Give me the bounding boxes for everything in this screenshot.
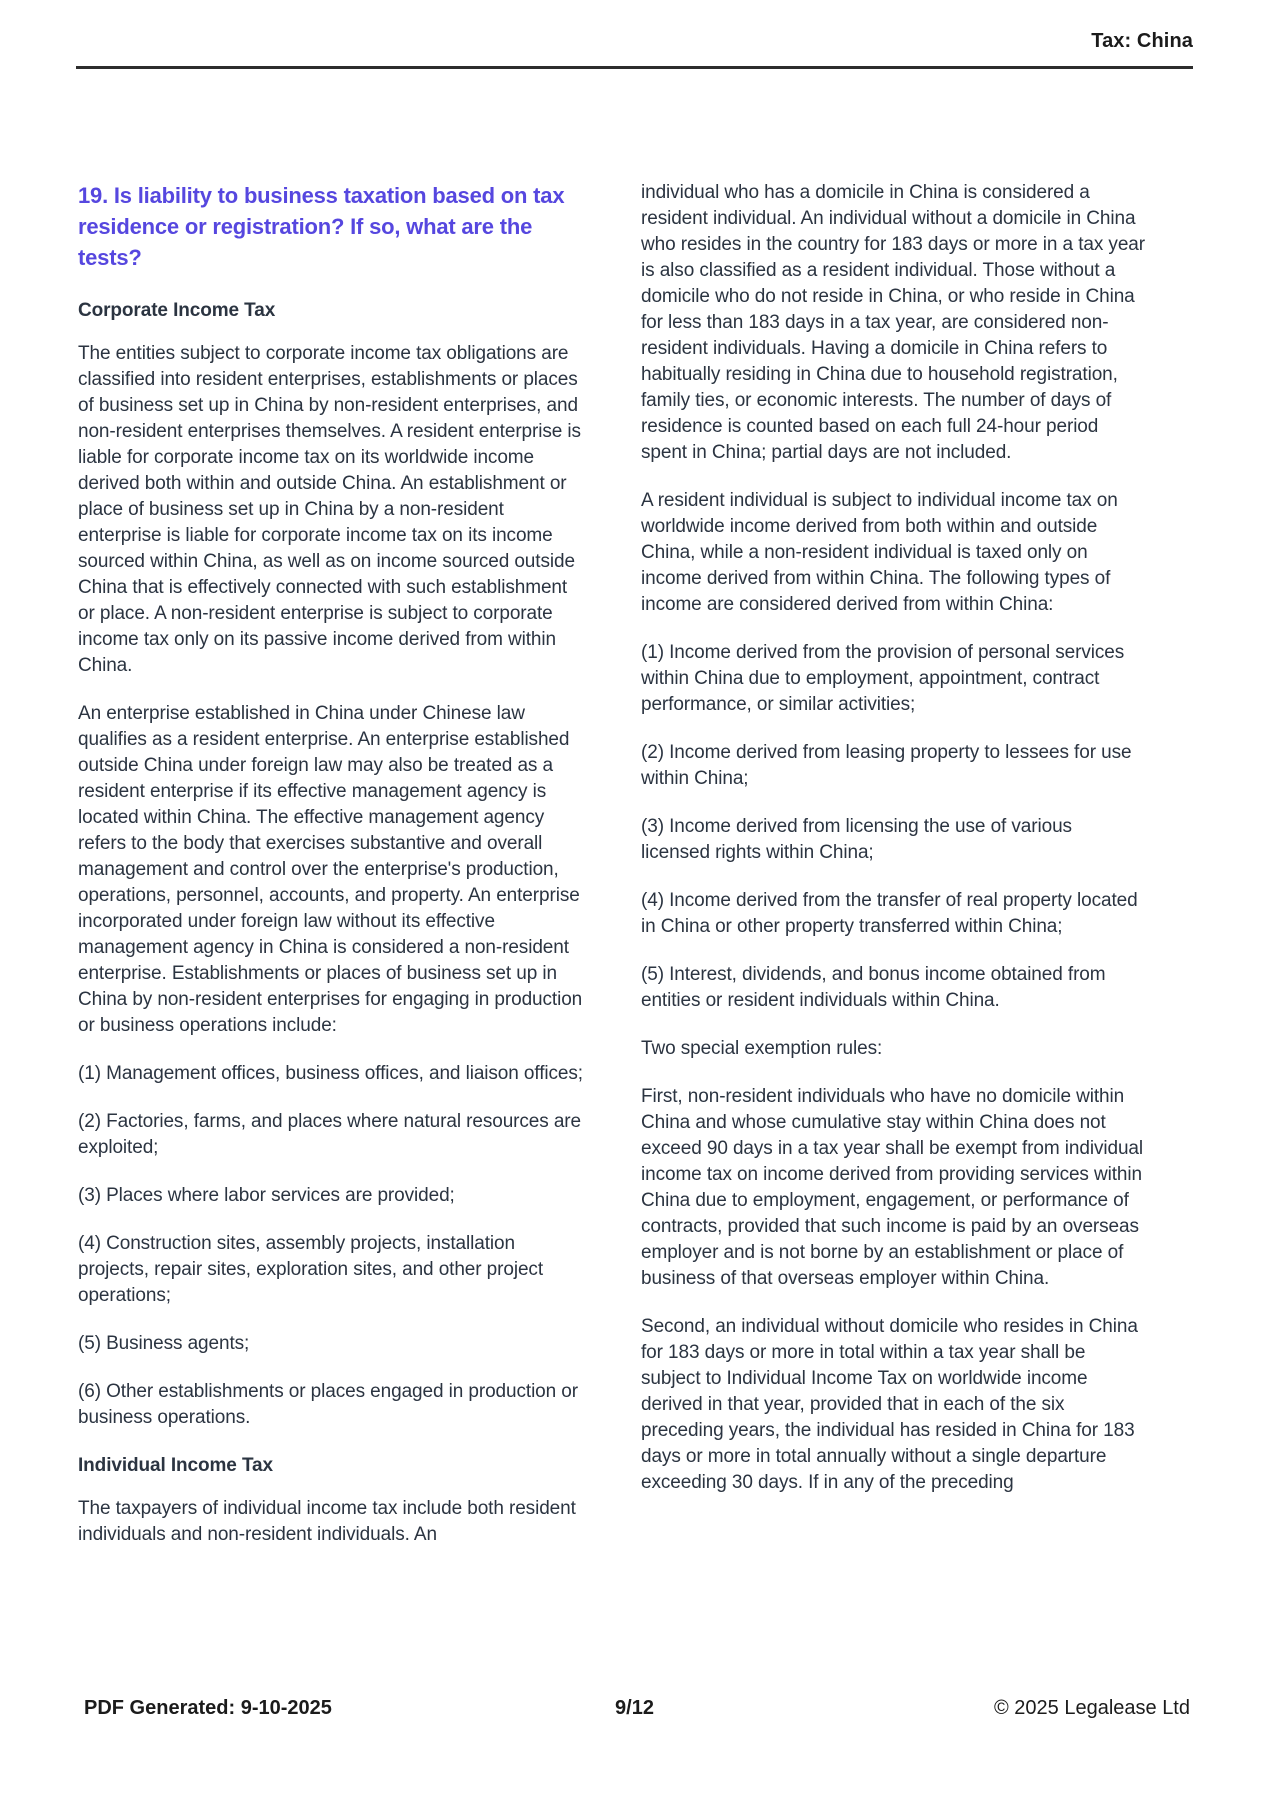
paragraph-exemption-second: Second, an individual without domicile who resides in China for 183 days or more in total within a tax year shall be subject to Individual Income Tax on worldwide income derived in that year, provided that in each of the six preceding years, the individual has resided in China for 183 days or more in total annually without a single departure exceeding 30 days. If in any of the preceding	[641, 1316, 1138, 1493]
list-item-income-1: (1) Income derived from the provision of personal services within China due to employment, appointment, contract performance, or similar activities;	[641, 642, 1125, 715]
header-rule	[76, 66, 1193, 69]
footer-page-number: 9/12	[615, 1697, 654, 1719]
paragraph-corporate-2: An enterprise established in China under Chinese law qualifies as a resident enterprise. An enterprise established outside China under foreign law may also be treated as a resident enterprise if its effective management agency is located within China. The effective management agency refers to the body that exercises substantive and overall management and control over the enterprise's production, operations, personnel, accounts, and property. An enterprise incorporated under foreign law without its effective management agency in China is considered a non-resident enterprise. Establishments or places of business set up in China by non-resident enterprises for engaging in production or business operations include:	[78, 703, 583, 1036]
subheading-corporate-income-tax: Corporate Income Tax	[78, 300, 276, 321]
list-item-establishment-5: (5) Business agents;	[78, 1333, 250, 1354]
right-column	[641, 180, 1146, 1496]
left-column	[78, 180, 583, 1548]
paragraph-individual-intro: The taxpayers of individual income tax include both resident individuals and non-resident individuals. An	[78, 1498, 576, 1545]
list-item-income-4: (4) Income derived from the transfer of real property located in China or other property transferred within China;	[641, 890, 1138, 937]
subheading-individual-income-tax: Individual Income Tax	[78, 1455, 273, 1476]
paragraph-individual-continued: individual who has a domicile in China is considered a resident individual. An individual without a domicile in China who resides in the country for 183 days or more in a tax year is also classified as a resident individual. Those without a domicile who do not reside in China, or who reside in China for less than 183 days in a tax year, are considered non-resident individuals. Having a domicile in China refers to habitually residing in China due to household registration, family ties, or economic interests. The number of days of residence is counted based on each full 24-hour period spent in China; partial days are not included.	[641, 182, 1145, 463]
list-item-income-5: (5) Interest, dividends, and bonus income obtained from entities or resident individuals within China.	[641, 964, 1106, 1011]
paragraph-exemption-first: First, non-resident individuals who have no domicile within China and whose cumulative stay within China does not exceed 90 days in a tax year shall be exempt from individual income tax on income derived from providing services within China due to employment, engagement, or performance of contracts, provided that such income is paid by an overseas employer and is not borne by an establishment or place of business of that overseas employer within China.	[641, 1086, 1144, 1289]
list-item-income-2: (2) Income derived from leasing property to lessees for use within China;	[641, 742, 1132, 789]
paragraph-exemption-intro: Two special exemption rules:	[641, 1038, 883, 1059]
header-title: Tax: China	[1091, 30, 1193, 52]
list-item-establishment-1: (1) Management offices, business offices, and liaison offices;	[78, 1063, 583, 1084]
list-item-establishment-3: (3) Places where labor services are provided;	[78, 1185, 455, 1206]
question-heading: 19. Is liability to business taxation based on tax residence or registration? If so, what are the tests?	[78, 183, 565, 270]
paragraph-resident-taxation: A resident individual is subject to individual income tax on worldwide income derived from both within and outside China, while a non-resident individual is taxed only on income derived from within China. The following types of income are considered derived from within China:	[641, 490, 1118, 615]
list-item-income-3: (3) Income derived from licensing the use of various licensed rights within China;	[641, 816, 1072, 863]
list-item-establishment-6: (6) Other establishments or places engaged in production or business operations.	[78, 1381, 578, 1428]
list-item-establishment-2: (2) Factories, farms, and places where natural resources are exploited;	[78, 1111, 581, 1158]
footer-copyright: © 2025 Legalease Ltd	[993, 1697, 1190, 1719]
footer-generated-date: PDF Generated: 9-10-2025	[84, 1697, 332, 1719]
paragraph-corporate-1: The entities subject to corporate income tax obligations are classified into resident enterprises, establishments or places of business set up in China by non-resident enterprises, and non-resident enterprises themselves. A resident enterprise is liable for corporate income tax on its worldwide income derived both within and outside China. An establishment or place of business set up in China by a non-resident enterprise is liable for corporate income tax on its income sourced within China, as well as on income sourced outside China that is effectively connected with such establishment or place. A non-resident enterprise is subject to corporate income tax only on its passive income derived from within China.	[78, 343, 581, 676]
list-item-establishment-4: (4) Construction sites, assembly projects, installation projects, repair sites, exploration sites, and other project operations;	[78, 1233, 544, 1306]
